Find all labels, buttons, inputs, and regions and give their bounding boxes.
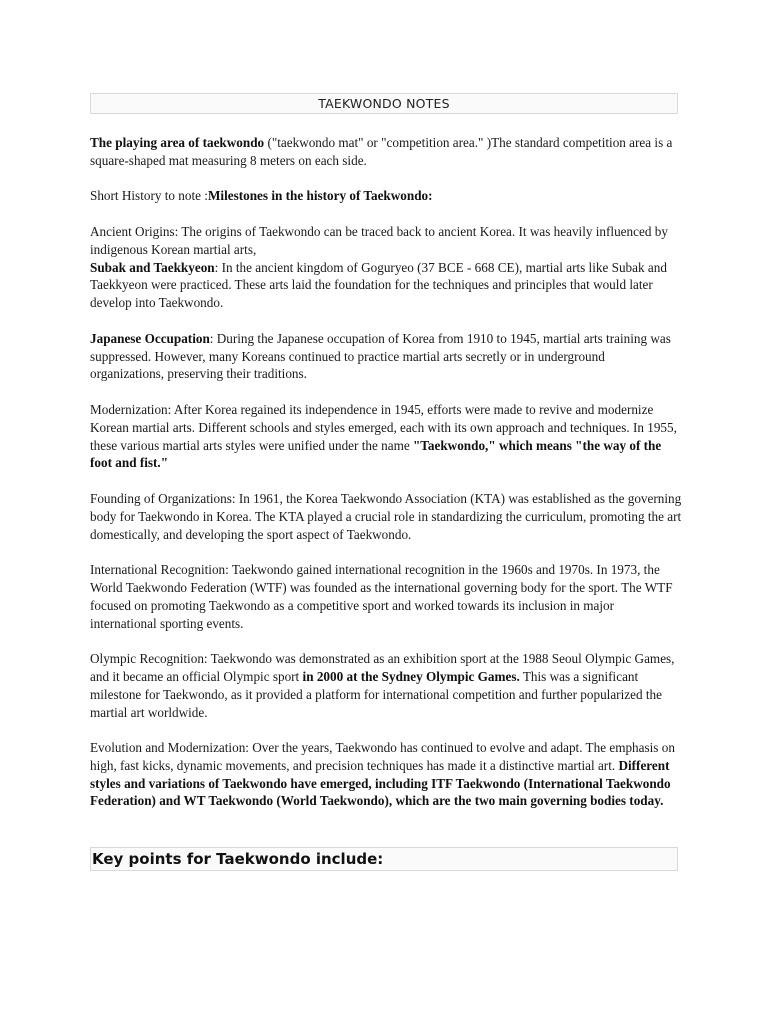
playing-area-paragraph [90, 134, 682, 170]
olympic-text-after: This was a significant milestone for Taekwondo, as it provided a platform for international competition and further popularized the martial art worldwide. [90, 668, 662, 720]
history-intro-text: Short History to note : [90, 188, 208, 204]
evolution-bold: Different styles and variations of Taekwondo have emerged, including ITF Taekwondo (International Taekwondo Federation) and WT Taekwondo (World Taekwondo), which are the two main governing bodies today. [90, 757, 671, 809]
ancient-origins-paragraph [90, 223, 682, 259]
ancient-origins-text: Ancient Origins: The origins of Taekwondo can be traced back to ancient Korea. It was heavily influenced by indigenous Korean martial arts, [90, 223, 668, 257]
document-body [90, 134, 682, 828]
subak-bold: Subak and Taekkyeon [90, 259, 215, 275]
subak-text: : In the ancient kingdom of Goguryeo (37 BCE - 668 CE), martial arts like Subak and Taekkyeon were practiced. These arts laid the foundation for the techniques and principles that would later develop into Taekwondo. [90, 259, 667, 311]
olympic-bold: in 2000 at the Sydney Olympic Games. [302, 668, 520, 684]
document-title: TAEKWONDO NOTES [90, 93, 678, 114]
international-paragraph [90, 561, 682, 632]
japanese-occupation-text: : During the Japanese occupation of Korea from 1910 to 1945, martial arts training was suppressed. However, many Koreans continued to practice martial arts secretly or in underground organizations, preserving their traditions. [90, 330, 671, 382]
japanese-occupation-bold: Japanese Occupation [90, 330, 210, 346]
playing-area-bold: The playing area of taekwondo [90, 135, 265, 150]
modernization-paragraph [90, 401, 682, 472]
history-intro-bold: Milestones in the history of Taekwondo: [207, 188, 433, 204]
key-points-heading: Key points for Taekwondo include: [90, 847, 678, 871]
olympic-text-before: Olympic Recognition: Taekwondo was demonstrated as an exhibition sport at the 1988 Seoul Olympic Games, and it became an official Olympic sport [90, 651, 675, 684]
evolution-text: Evolution and Modernization: Over the years, Taekwondo has continued to evolve and adapt. The emphasis on high, fast kicks, dynamic movements, and precision techniques has made it a distinctive martial art. [90, 740, 675, 773]
founding-paragraph [90, 490, 682, 543]
olympic-paragraph [90, 650, 682, 721]
international-text: International Recognition: Taekwondo gained international recognition in the 1960s and 1970s. In 1973, the World Taekwondo Federation (WTF) was founded as the international governing body for the sport. The WTF focused on promoting Taekwondo as a competitive sport and worked towards its inclusion in major international sporting events. [90, 562, 673, 631]
evolution-paragraph [90, 739, 682, 810]
subak-paragraph [90, 259, 682, 312]
history-intro-paragraph [90, 187, 682, 205]
modernization-bold: "Taekwondo," which means "the way of the foot and fist." [90, 437, 662, 471]
playing-area-text: ("taekwondo mat" or "competition area." )The standard competition area is a square-shaped mat measuring 8 meters on each side. [90, 135, 673, 168]
founding-text: Founding of Organizations: In 1961, the Korea Taekwondo Association (KTA) was established as the governing body for Taekwondo in Korea. The KTA played a crucial role in standardizing the curriculum, promoting the art domestically, and developing the sport aspect of Taekwondo. [90, 490, 682, 542]
japanese-occupation-paragraph [90, 330, 682, 383]
modernization-text: Modernization: After Korea regained its independence in 1945, efforts were made to revive and modernize Korean martial arts. Different schools and styles emerged, each with its own approach and techniques. In 1955, these various martial arts styles were unified under the name [90, 401, 677, 453]
